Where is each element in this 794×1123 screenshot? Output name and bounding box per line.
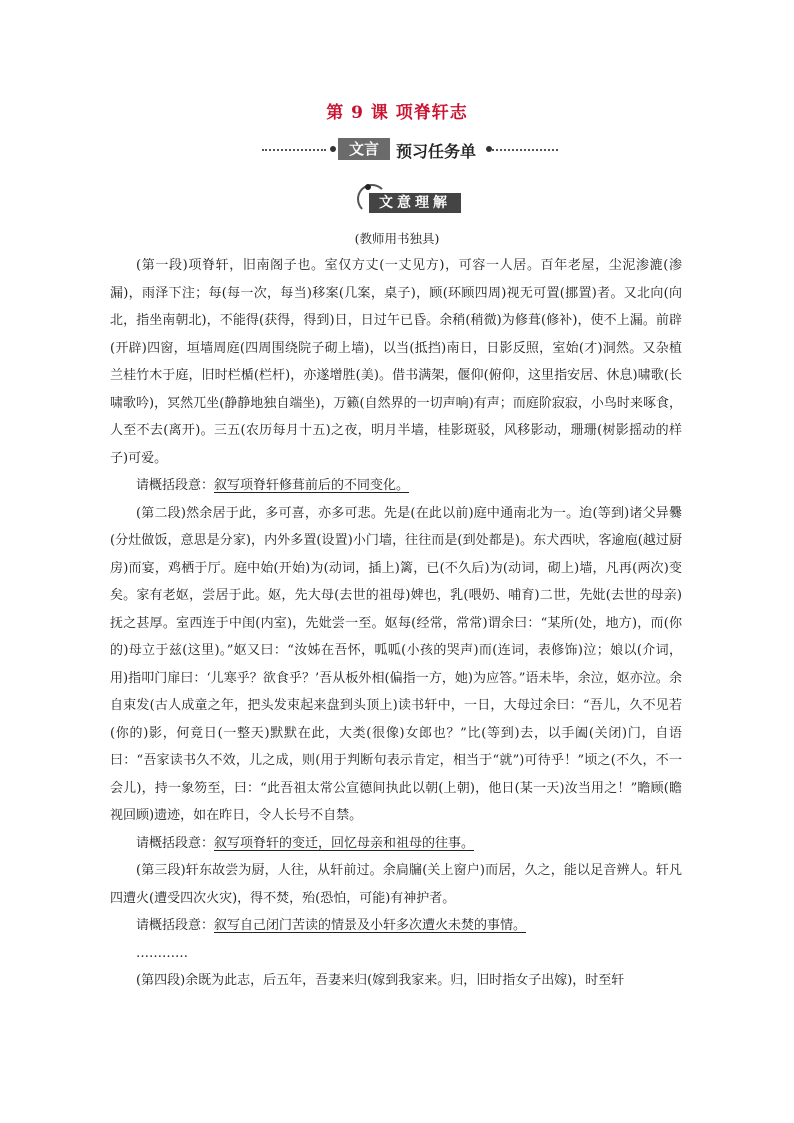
dotted-divider-right — [492, 149, 558, 151]
section-tag-label: 文意理解 — [369, 193, 461, 213]
summary-prompt: 请概括段意： — [136, 478, 215, 493]
banner-label: 预习任务单 — [396, 142, 477, 161]
summary-prompt: 请概括段意： — [136, 918, 215, 933]
paragraph-2: (第二段)然余居于此，多可喜，亦多可悲。先是(在此以前)庭中通南北为一。迨(等到)诸父异爨(分灶做饭，意思是分家)，内外多置(设置)小门墙，往往而是(到处都是)。东犬西吠，客逾庖(越过厨房)而宴，鸡栖于厅。庭中始(开始)为(动词，插上)篱，已(不久后)为(动词，砌上)墙，凡再(两次)变矣。家有老妪，尝居于此。妪，先大母(去世的祖母)婢也，乳(喂奶、哺育)二世，先妣(去世的母亲)抚之甚厚。室西连于中闺(内室)，先妣尝一至。妪每(经常，常常)谓余曰：“某所(处，地方)，而(你的)母立于兹(这里)。”妪又曰：“汝姊在吾怀，呱呱(小孩的哭声)而(连词，表修饰)泣；娘以(介词，用)指叩门扉曰：‘儿寒乎？欲食乎？’吾从板外相(偏指一方，她)为应答。”语未毕，余泣，妪亦泣。余自束发(古人成童之年，把头发束起来盘到头顶上)读书轩中，一日，大母过余曰：“吾儿，久不见若(你的)影，何竟日(一整天)默默在此，大类(很像)女郎也？”比(等到)去，以手阖(关闭)门，自语曰：“吾家读书久不效，儿之成，则(用于判断句表示肯定，相当于“就”)可待乎！”顷之(不久，不一会儿)，持一象笏至，曰：“此吾祖太常公宣德间执此以朝(上朝)，他日(某一天)汝当用之！”瞻顾(瞻视回顾)遗迹，如在昨日，令人长号不自禁。 — [110, 505, 682, 823]
summary-answer: 叙写项脊轩的变迁，回忆母亲和祖母的往事。 — [214, 835, 475, 851]
section-banner — [262, 138, 558, 162]
summary-2 — [110, 830, 682, 858]
teacher-note: (教师用书独具) — [354, 231, 440, 246]
summary-answer: 叙写项脊轩修葺前后的不同变化。 — [214, 478, 410, 493]
dot-decoration-icon — [365, 184, 371, 190]
document-body — [110, 252, 682, 995]
bullet-icon — [330, 146, 336, 152]
paragraph-3: (第三段)轩东故尝为厨，人往，从轩前过。余扃牖(关上窗户)而居，久之，能以足音辨人。轩凡四遭火(遭受四次火灾)，得不焚，殆(恐怕，可能)有神护者。 — [110, 863, 682, 906]
lesson-title: 第 9 课 项脊轩志 — [326, 103, 468, 123]
ellipsis: ………… — [136, 945, 188, 961]
dotted-divider-left — [262, 149, 326, 151]
banner-tag: 文言 — [338, 138, 390, 160]
summary-3 — [110, 912, 682, 940]
summary-answer: 叙写自己闭门苦读的情景及小轩多次遭火未焚的事情。 — [214, 918, 527, 933]
paragraph-1: (第一段)项脊轩，旧南阁子也。室仅方丈(一丈见方)，可容一人居。百年老屋，尘泥渗漉(渗漏)，雨泽下注；每(每一次，每当)移案(几案，桌子)，顾(环顾四周)视无可置(挪置)者。又北向(向北，指坐南朝北)，不能得(获得，得到)日，日过午已昏。余稍(稍微)为修葺(修补)，使不上漏。前辟(开辟)四窗，垣墙周庭(四周围绕院子砌上墙)，以当(抵挡)南日，日影反照，室始(才)洞然。又杂植兰桂竹木于庭，旧时栏楯(栏杆)，亦遂增胜(美)。借书满架，偃仰(俯仰，这里指安居、休息)啸歌(长啸歌吟)，冥然兀坐(静静地独自端坐)，万籁(自然界的一切声响)有声；而庭阶寂寂，小鸟时来啄食，人至不去(离开)。三五(农历每月十五)之夜，明月半墙，桂影斑驳，风移影动，珊珊(树影摇动的样子)可爱。 — [110, 258, 682, 466]
summary-prompt: 请概括段意： — [136, 835, 215, 851]
summary-1 — [110, 472, 682, 500]
paragraph-4: (第四段)余既为此志，后五年，吾妻来归(嫁到我家来。归，旧时指女子出嫁)，时至轩 — [136, 973, 625, 988]
section-tag — [357, 184, 467, 214]
